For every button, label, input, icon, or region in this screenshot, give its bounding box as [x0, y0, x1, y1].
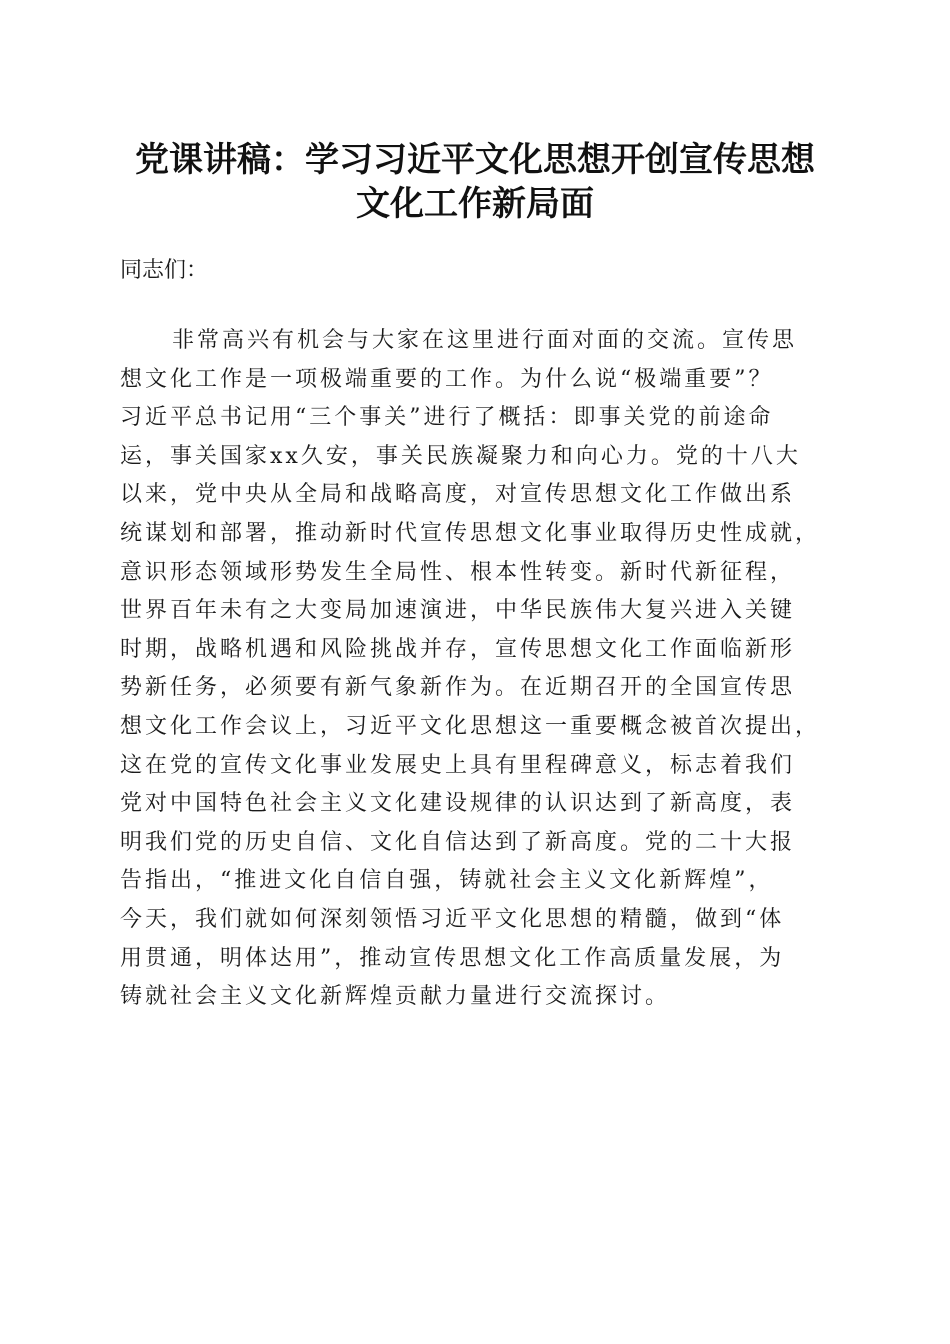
body-line: 这在党的宣传文化事业发展史上具有里程碑意义，标志着我们	[120, 752, 796, 778]
body-line: 用贯通，明体达用”，推动宣传思想文化工作高质量发展，为	[120, 945, 785, 971]
body-line: 势新任务，必须要有新气象新作为。在近期召开的全国宣传思	[120, 675, 796, 701]
body-line: 以来，党中央从全局和战略高度，对宣传思想文化工作做出系	[120, 482, 796, 508]
body-line: 党对中国特色社会主义文化建设规律的认识达到了新高度，表	[120, 791, 796, 817]
body-line: 运，事关国家xx久安，事关民族凝聚力和向心力。党的十八大	[120, 443, 801, 469]
body-line: 非常高兴有机会与大家在这里进行面对面的交流。宣传思	[172, 328, 798, 353]
body-line: 告指出，“推进文化自信自强，铸就社会主义文化新辉煌”，	[120, 868, 774, 894]
body-line: 世界百年未有之大变局加速演进，中华民族伟大复兴进入关键	[120, 598, 796, 624]
body-line: 铸就社会主义文化新辉煌贡献力量进行交流探讨。	[120, 984, 671, 1010]
body-line: 想文化工作是一项极端重要的工作。为什么说“极端重要”？	[120, 366, 774, 392]
body-line: 意识形态领域形势发生全局性、根本性转变。新时代新征程，	[120, 559, 796, 585]
body-line: 时期，战略机遇和风险挑战并存，宣传思想文化工作面临新形	[120, 636, 796, 662]
body-line: 想文化工作会议上，习近平文化思想这一重要概念被首次提出，	[120, 713, 821, 739]
body-line: 今天，我们就如何深刻领悟习近平文化思想的精髓，做到“体	[120, 906, 785, 932]
body-line: 习近平总书记用“三个事关”进行了概括：即事关党的前途命	[120, 405, 774, 431]
document-title-line-1: 党课讲稿：学习习近平文化思想开创宣传思想	[135, 140, 815, 180]
salutation: 同志们：	[120, 258, 209, 283]
body-line: 明我们党的历史自信、文化自信达到了新高度。党的二十大报	[120, 829, 796, 855]
body-line: 统谋划和部署，推动新时代宣传思想文化事业取得历史性成就，	[120, 520, 821, 546]
body-paragraph	[120, 322, 840, 1017]
document-title-line-2: 文化工作新局面	[356, 184, 594, 224]
